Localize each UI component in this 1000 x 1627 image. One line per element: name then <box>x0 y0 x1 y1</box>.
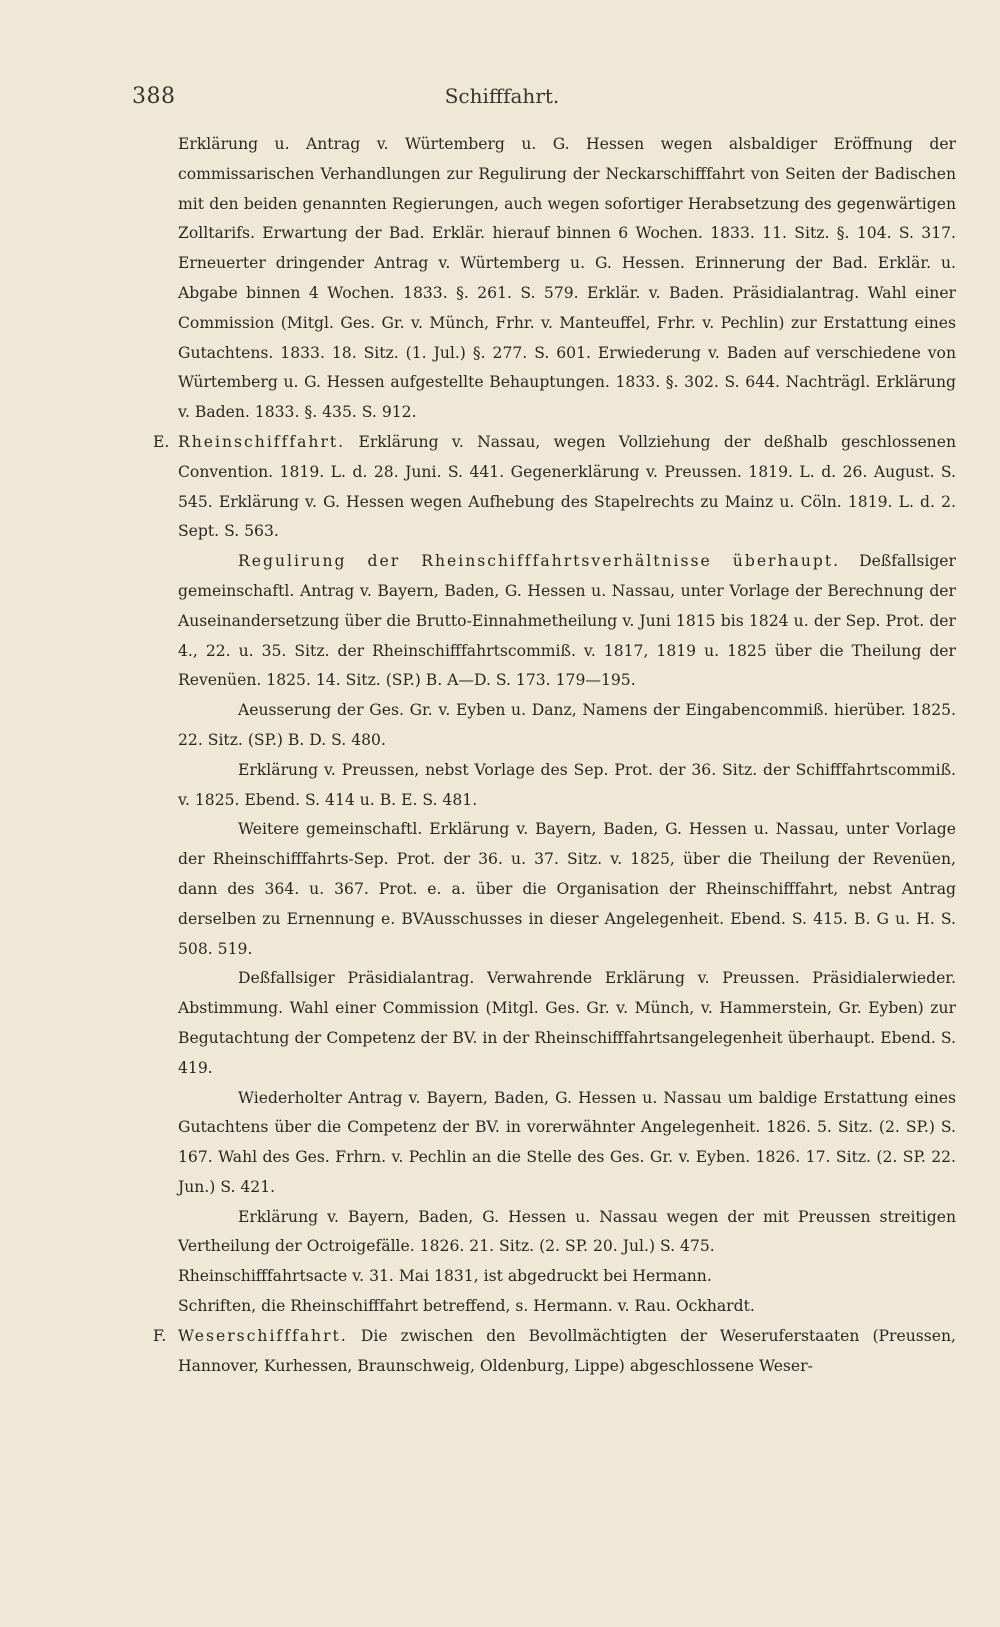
paragraph <box>178 1203 956 1263</box>
section-heading: Rheinschifffahrt. <box>178 432 346 451</box>
running-title: Schifffahrt. <box>444 84 560 108</box>
section-e <box>153 428 956 547</box>
section-f <box>153 1322 956 1382</box>
page-header <box>132 84 952 118</box>
paragraph <box>178 1262 956 1292</box>
paragraph-text: Weitere gemeinschaftl. Erklärung v. Bayern, Baden, G. Hessen u. Nassau, unter Vorlage der Rheinschifffahrts-Sep. Prot. der 36. u. 37. Sitz. v. 1825, über die Theilung der Revenüen, dann des 364. u. 367. Prot. e. a. über die Organisation der Rheinschifffahrt, nebst Antrag derselben zu Ernennung e. BVAusschusses in dieser Angelegenheit. Ebend. S. 415. B. G u. H. S. 508. 519. <box>178 820 956 958</box>
paragraph-text: Erklärung v. Bayern, Baden, G. Hessen u. Nassau wegen der mit Preussen streitigen Vertheilung der Octroigefälle. 1826. 21. Sitz. (2. SP. 20. Jul.) S. 475. <box>178 1207 956 1256</box>
paragraph-text: Die zwischen den Bevollmächtigten der Weseruferstaaten (Preussen, Hannover, Kurhessen, Braunschweig, Oldenburg, Lippe) abgeschlossene Weser- <box>178 1326 956 1375</box>
paragraph-text: Wiederholter Antrag v. Bayern, Baden, G. Hessen u. Nassau um baldige Erstattung eines Gutachtens über die Competenz der BV. in vorerwähnter Angelegenheit. 1826. 5. Sitz. (2. SP.) S. 167. Wahl des Ges. Frhrn. v. Pechlin an die Stelle des Ges. Gr. v. Eyben. 1826. 17. Sitz. (2. SP. 22. Jun.) S. 421. <box>178 1088 956 1196</box>
subsection-heading: Regulirung der Rheinschifffahrtsverhältnisse überhaupt. <box>238 552 841 571</box>
paragraph <box>178 1084 956 1203</box>
page-number: 388 <box>132 84 176 109</box>
paragraph-text: Rheinschifffahrtsacte v. 31. Mai 1831, ist abgedruckt bei Hermann. <box>178 1267 712 1286</box>
paragraph <box>178 1292 956 1322</box>
paragraph-text: Erklärung v. Preussen, nebst Vorlage des Sep. Prot. der 36. Sitz. der Schifffahrtscommiß. v. 1825. Ebend. S. 414 u. B. E. S. 481. <box>178 760 956 809</box>
paragraph-text: Erklärung v. Nassau, wegen Vollziehung der deßhalb geschlossenen Convention. 1819. L. d. 28. Juni. S. 441. Gegenerklärung v. Preussen. 1819. L. d. 26. August. S. 545. Erklärung v. G. Hessen wegen Aufhebung des Stapelrechts zu Mainz u. Cöln. 1819. L. d. 2. Sept. S. 563. <box>178 432 956 541</box>
paragraph-text: Deßfallsiger gemeinschaftl. Antrag v. Bayern, Baden, G. Hessen u. Nassau, unter Vorlage der Berechnung der Auseinandersetzung über die Brutto-Einnahmetheilung v. Juni 1815 bis 1824 u. der Sep. Prot. der 4., 22. u. 35. Sitz. der Rheinschifffahrtscommiß. v. 1817, 1819 u. 1825 über die Theilung der Revenüen. 1825. 14. Sitz. (SP.) B. A—D. S. 173. 179—195. <box>178 552 956 690</box>
section-heading: Weserschifffahrt. <box>178 1326 348 1345</box>
section-letter: E. <box>153 432 170 451</box>
paragraph-text: Schriften, die Rheinschifffahrt betreffend, s. Hermann. v. Rau. Ockhardt. <box>178 1297 755 1316</box>
paragraph-text: Erklärung u. Antrag v. Würtemberg u. G. Hessen wegen alsbaldiger Eröffnung der commissarischen Verhandlungen zur Regulirung der Neckarschifffahrt von Seiten der Badischen mit den beiden genannten Regierungen, auch wegen sofortiger Herabsetzung des gegenwärtigen Zolltarifs. Erwartung der Bad. Erklär. hierauf binnen 6 Wochen. 1833. 11. Sitz. §. 104. S. 317. Erneuerter dringender Antrag v. Würtemberg u. G. Hessen. Erinnerung der Bad. Erklär. u. Abgabe binnen 4 Wochen. 1833. §. 261. S. 579. Erklär. v. Baden. Präsidialantrag. Wahl einer Commission (Mitgl. Ges. Gr. v. Münch, Frhr. v. Manteuffel, Frhr. v. Pechlin) zur Erstattung eines Gutachtens. 1833. 18. Sitz. (1. Jul.) §. 277. S. 601. Erwiederung v. Baden auf verschiedene von Würtemberg u. G. Hessen aufgestellte Behauptungen. 1833. §. 302. S. 644. Nachträgl. Erklärung v. Baden. 1833. §. 435. S. 912. <box>178 135 956 422</box>
paragraph <box>178 964 956 1083</box>
paragraph <box>178 815 956 964</box>
section-letter: F. <box>153 1326 167 1345</box>
body-text <box>153 130 956 1381</box>
paragraph-text: Deßfallsiger Präsidialantrag. Verwahrende Erklärung v. Preussen. Präsidialerwieder. Abstimmung. Wahl einer Commission (Mitgl. Ges. Gr. v. Münch, v. Hammerstein, Gr. Eyben) zur Begutachtung der Competenz der BV. in der Rheinschifffahrtsangelegenheit überhaupt. Ebend. S. 419. <box>178 969 956 1077</box>
paragraph <box>178 756 956 816</box>
paragraph <box>178 130 956 428</box>
paragraph-text: Aeusserung der Ges. Gr. v. Eyben u. Danz, Namens der Eingabencommiß. hierüber. 1825. 22. Sitz. (SP.) B. D. S. 480. <box>178 701 956 749</box>
paragraph <box>178 696 956 756</box>
paragraph <box>178 547 956 696</box>
